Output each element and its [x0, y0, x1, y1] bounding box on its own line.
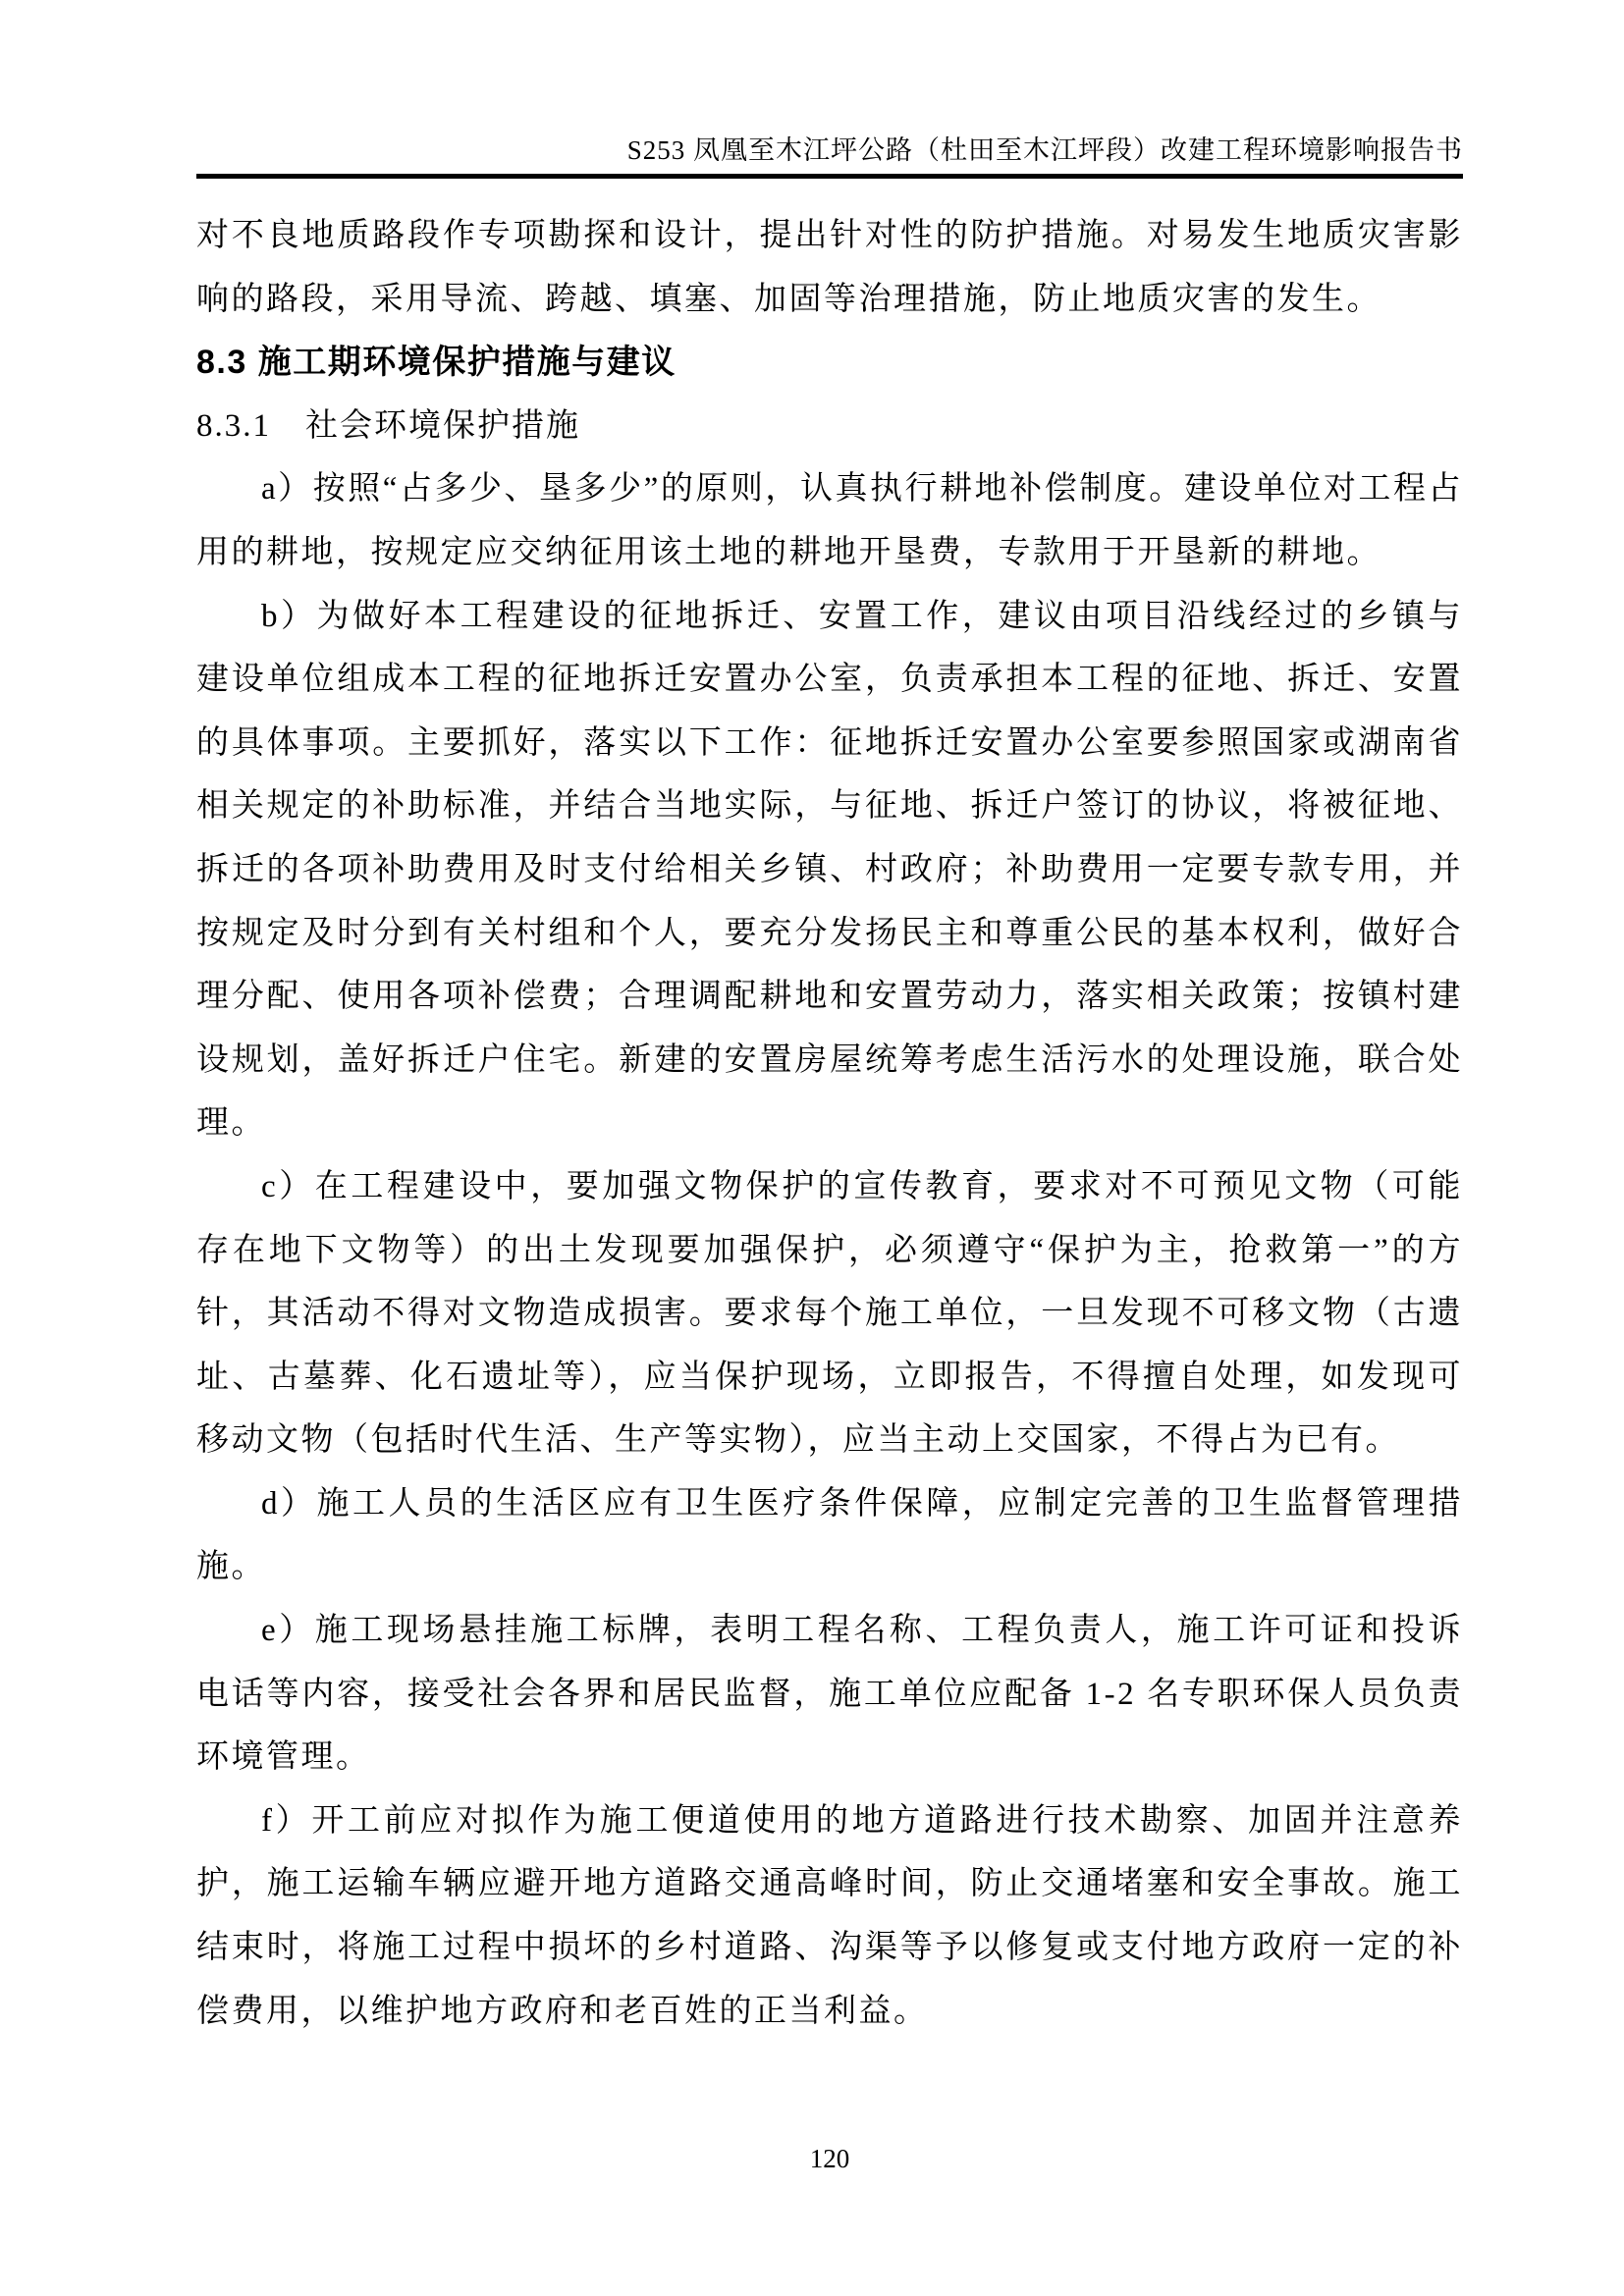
paragraph-f: f）开工前应对拟作为施工便道使用的地方道路进行技术勘察、加固并注意养护，施工运输车辆应避开地方道路交通高峰时间，防止交通堵塞和安全事故。施工结束时，将施工过程中损坏的乡村道路、沟渠等予以修复或支付地方政府一定的补偿费用，以维护地方政府和老百姓的正当利益。: [196, 1802, 1463, 2029]
page-number: 120: [809, 2144, 850, 2173]
paragraph-c: c）在工程建设中，要加强文物保护的宣传教育，要求对不可预见文物（可能存在地下文物等）的出土发现要加强保护，必须遵守“保护为主，抢救第一”的方针，其活动不得对文物造成损害。要求每个施工单位，一旦发现不可移文物（古遗址、古墓葬、化石遗址等），应当保护现场，立即报告，不得擅自处理，如发现可移动文物（包括时代生活、生产等实物），应当主动上交国家，不得占为已有。: [196, 1168, 1463, 1459]
header-title: S253 凤凰至木江坪公路（杜田至木江坪段）改建工程环境影响报告书: [626, 135, 1463, 165]
paragraph-d: d）施工人员的生活区应有卫生医疗条件保障，应制定完善的卫生监督管理措施。: [196, 1485, 1463, 1585]
page-header: [196, 133, 1463, 179]
paragraph-e: e）施工现场悬挂施工标牌，表明工程名称、工程负责人，施工许可证和投诉电话等内容，接受社会各界和居民监督，施工单位应配备 1-2 名专职环保人员负责环境管理。: [196, 1613, 1463, 1776]
paragraph-b: b）为做好本工程建设的征地拆迁、安置工作，建议由项目沿线经过的乡镇与建设单位组成本工程的征地拆迁安置办公室，负责承担本工程的征地、拆迁、安置的具体事项。主要抓好，落实以下工作：征地拆迁安置办公室要参照国家或湖南省相关规定的补助标准，并结合当地实际，与征地、拆迁户签订的协议，将被征地、拆迁的各项补助费用及时支付给相关乡镇、村政府；补助费用一定要专款专用，并按规定及时分到有关村组和个人，要充分发扬民主和尊重公民的基本权利，做好合理分配、使用各项补偿费；合理调配耕地和安置劳动力，落实相关政策；按镇村建设规划，盖好拆迁户住宅。新建的安置房屋统筹考虑生活污水的处理设施，联合处理。: [196, 598, 1463, 1142]
section-heading-8-3: 8.3 施工期环境保护措施与建议: [196, 344, 677, 382]
paragraph-intro: 对不良地质路段作专项勘探和设计，提出针对性的防护措施。对易发生地质灾害影响的路段，采用导流、跨越、填塞、加固等治理措施，防止地质灾害的发生。: [196, 218, 1463, 317]
header-rule: [196, 174, 1463, 179]
page-footer: [196, 2142, 1463, 2175]
document-body: [196, 204, 1463, 2043]
subsection-heading-8-3-1: 8.3.1 社会环境保护措施: [196, 407, 580, 444]
paragraph-a: a）按照“占多少、垦多少”的原则，认真执行耕地补偿制度。建设单位对工程占用的耕地，按规定应交纳征用该土地的耕地开垦费，专款用于开垦新的耕地。: [196, 471, 1463, 570]
